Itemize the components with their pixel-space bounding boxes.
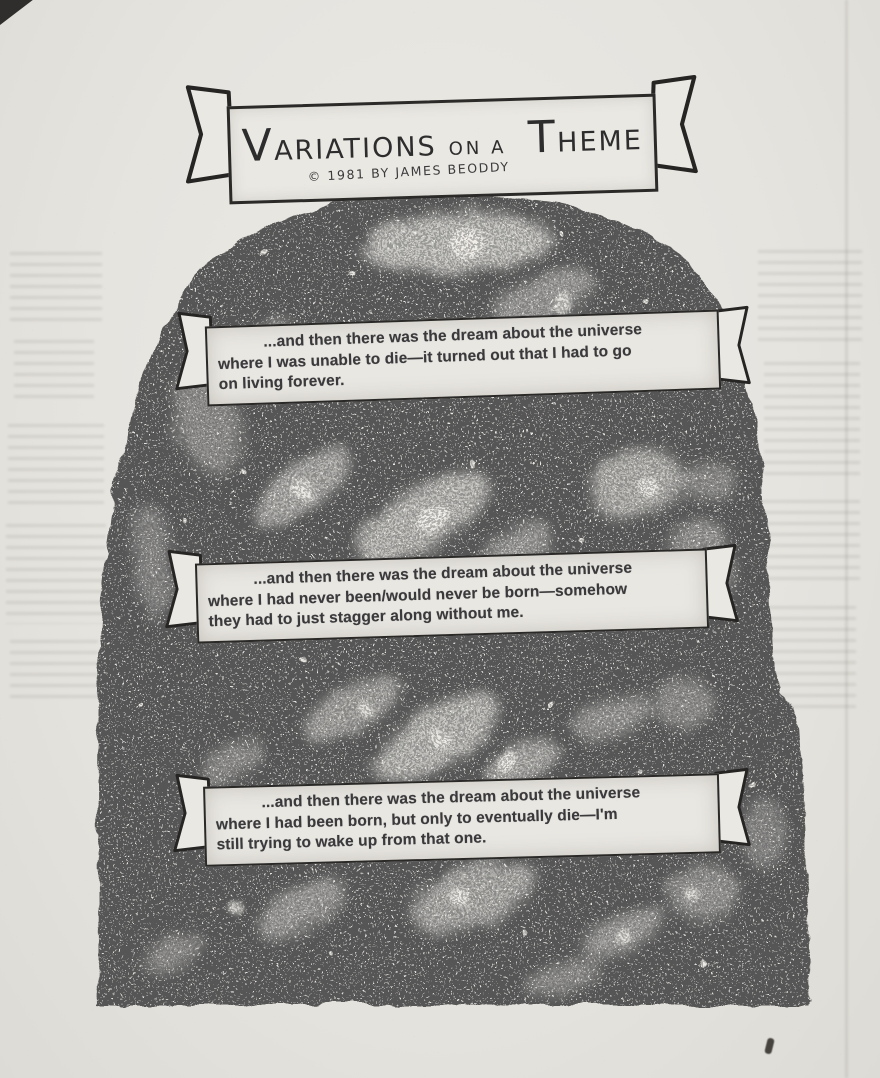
title-initial-v: V (241, 119, 275, 172)
caption-line: ...and then there was the dream about the universe (261, 784, 641, 812)
caption-line: ...and then there was the dream about the universe (253, 559, 633, 588)
banner-strip (195, 548, 709, 643)
title-initial-t: T (527, 111, 558, 163)
title-banner (178, 76, 705, 202)
banner-strip (205, 310, 721, 406)
title-strip (227, 94, 659, 205)
caption-line: where I was unable to die—it turned out that I had to go (217, 341, 632, 373)
caption-line: ...and then there was the dream about the universe (263, 321, 643, 351)
title-word-heme: HEME (556, 124, 644, 159)
caption-line: where I had been born, but only to eventually die—I'm (215, 805, 618, 833)
caption-line: still trying to wake up from that one. (216, 829, 487, 854)
dream-caption-banner-1 (170, 302, 756, 410)
caption-line: where I had never been/would never be born—somehow (207, 580, 628, 610)
banner-strip (203, 773, 721, 866)
dream-caption-banner-2 (160, 540, 744, 652)
title-word-on-a: ON A (448, 136, 507, 160)
caption-line: on living forever. (218, 371, 345, 394)
title-word-ariations: ARIATIONS (273, 130, 438, 167)
caption-line: they had to just stagger along without me. (208, 603, 524, 631)
dream-caption-banner-3 (168, 764, 756, 874)
copyright-credit: © 1981 BY JAMES BEODDY (307, 158, 511, 184)
